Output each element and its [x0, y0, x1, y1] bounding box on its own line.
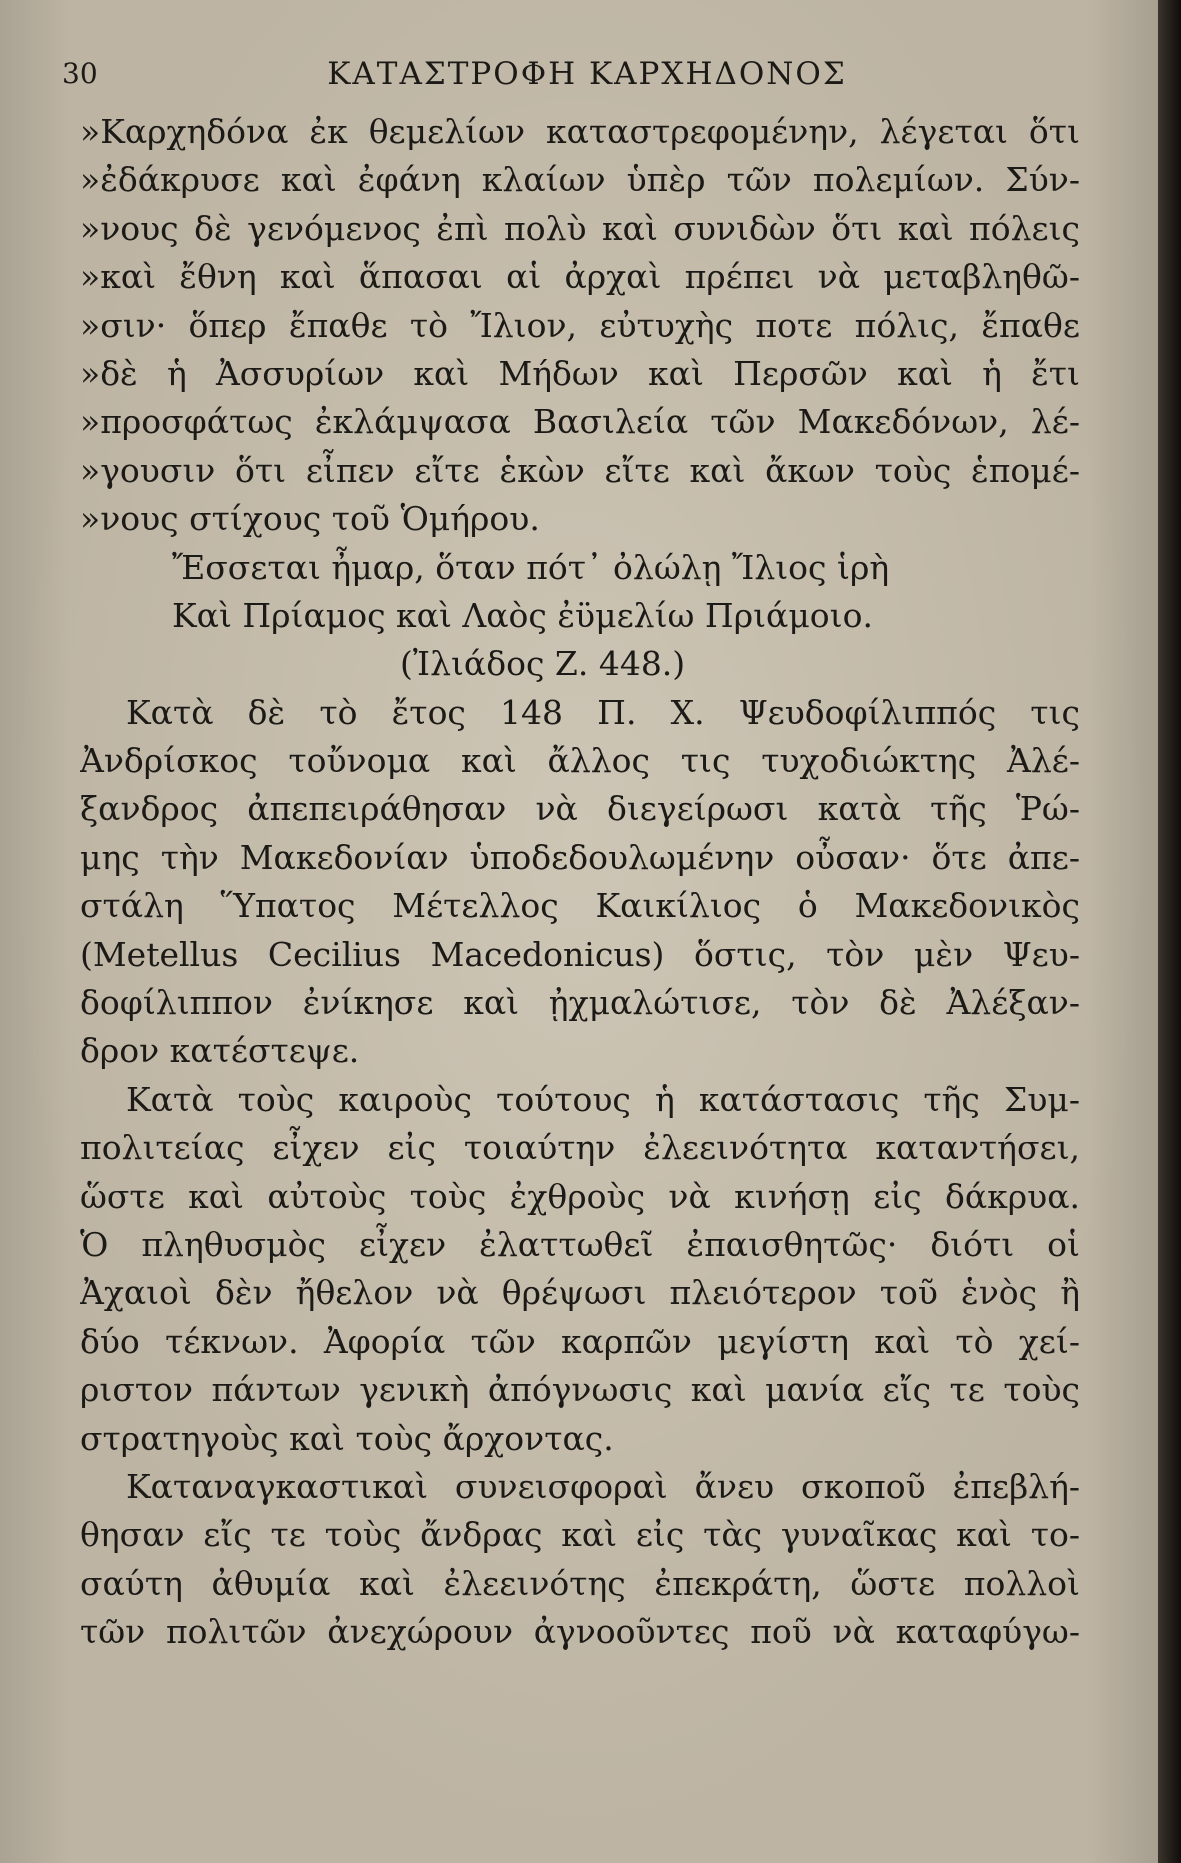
text-line: ὥστε καὶ αὐτοὺς τοὺς ἐχθροὺς νὰ κινήσῃ εἰς δάκρυα.	[80, 1176, 1080, 1216]
text-line: στρατηγοὺς καὶ τοὺς ἄρχοντας.	[80, 1418, 614, 1458]
page-edge-shadow	[1158, 0, 1181, 1863]
verse-line: Ἔσσεται ἦμαρ, ὅταν πότ᾽ ὀλώλῃ Ἴλιος ἱρὴ	[172, 547, 890, 587]
text-line: Ἀνδρίσκος τοὔνομα καὶ ἄλλος τις τυχοδιώκτης Ἀλέ-	[80, 741, 1080, 781]
text-line: θησαν εἴς τε τοὺς ἄνδρας καὶ εἰς τὰς γυναῖκας καὶ το-	[80, 1515, 1080, 1555]
text-line: »προσφάτως ἐκλάμψασα Βασιλεία τῶν Μακεδόνων, λέ-	[80, 402, 1080, 442]
text-line: Ἀχαιοὶ δὲν ἤθελον νὰ θρέψωσι πλειότερον τοῦ ἑνὸς ἢ	[80, 1273, 1080, 1313]
text-line: ξανδρος ἀπεπειράθησαν νὰ διεγείρωσι κατὰ τῆς Ῥώ-	[80, 789, 1080, 829]
text-line: μης τὴν Μακεδονίαν ὑποδεδουλωμένην οὖσαν· ὅτε ἀπε-	[80, 837, 1080, 877]
verse-citation: (Ἰλιάδος Ζ. 448.)	[400, 644, 686, 684]
text-line: Καταναγκαστικαὶ συνεισφοραὶ ἄνευ σκοποῦ ἐπεβλή-	[126, 1466, 1080, 1506]
page-header	[62, 52, 1112, 96]
text-line: ριστον πάντων γενικὴ ἀπόγνωσις καὶ μανία εἴς τε τοὺς	[80, 1370, 1080, 1410]
page-number: 30	[62, 57, 98, 90]
text-line: (Metellus Cecilius Macedonicus) ὅστις, τὸν μὲν Ψευ-	[80, 934, 1080, 974]
text-line: »ἐδάκρυσε καὶ ἐφάνη κλαίων ὑπὲρ τῶν πολεμίων. Σύν-	[80, 160, 1080, 200]
text-line: »σιν· ὅπερ ἔπαθε τὸ Ἴλιον, εὐτυχὴς ποτε πόλις, ἔπαθε	[80, 305, 1080, 345]
verse-line: Καὶ Πρίαμος καὶ Λαὸς ἐϋμελίω Πριάμοιο.	[172, 595, 873, 635]
text-line: τῶν πολιτῶν ἀνεχώρουν ἀγνοοῦντες ποῦ νὰ καταφύγω-	[80, 1612, 1080, 1652]
text-line: δύο τέκνων. Ἀφορία τῶν καρπῶν μεγίστη καὶ τὸ χεί-	[80, 1321, 1080, 1361]
text-line: »καὶ ἔθνη καὶ ἅπασαι αἱ ἀρχαὶ πρέπει νὰ μεταβληθῶ-	[80, 257, 1080, 297]
text-line: δοφίλιππον ἐνίκησε καὶ ᾐχμαλώτισε, τὸν δὲ Ἀλέξαν-	[80, 983, 1080, 1023]
text-line: σαύτη ἀθυμία καὶ ἐλεεινότης ἐπεκράτη, ὥστε πολλοὶ	[80, 1563, 1080, 1603]
text-line: »Καρχηδόνα ἐκ θεμελίων καταστρεφομένην, λέγεται ὅτι	[80, 112, 1080, 151]
body-text	[80, 108, 1080, 1657]
text-line: πολιτείας εἶχεν εἰς τοιαύτην ἐλεεινότητα καταντήσει,	[80, 1128, 1080, 1168]
text-line: Κατὰ τοὺς καιροὺς τούτους ἡ κατάστασις τῆς Συμ-	[126, 1079, 1080, 1119]
text-line: »νους στίχους τοῦ Ὁμήρου.	[80, 499, 540, 539]
text-line: »γουσιν ὅτι εἶπεν εἴτε ἑκὼν εἴτε καὶ ἄκων τοὺς ἑπομέ-	[80, 450, 1080, 490]
text-line: Κατὰ δὲ τὸ ἔτος 148 Π. Χ. Ψευδοφίλιππός τις	[126, 692, 1080, 732]
text-line: »νους δὲ γενόμενος ἐπὶ πολὺ καὶ συνιδὼν ὅτι καὶ πόλεις	[80, 208, 1080, 248]
text-line: στάλη Ὕπατος Μέτελλος Καικίλιος ὁ Μακεδονικὸς	[80, 886, 1080, 926]
text-line: »δὲ ἡ Ἀσσυρίων καὶ Μήδων καὶ Περσῶν καὶ ἡ ἔτι	[80, 353, 1080, 393]
text-line: δρον κατέστεψε.	[80, 1031, 360, 1071]
running-title: ΚΑΤΑΣΤΡΟΦΗ ΚΑΡΧΗΔΟΝΟΣ	[327, 56, 847, 92]
text-line: Ὁ πληθυσμὸς εἶχεν ἐλαττωθεῖ ἐπαισθητῶς· διότι οἱ	[80, 1224, 1080, 1264]
